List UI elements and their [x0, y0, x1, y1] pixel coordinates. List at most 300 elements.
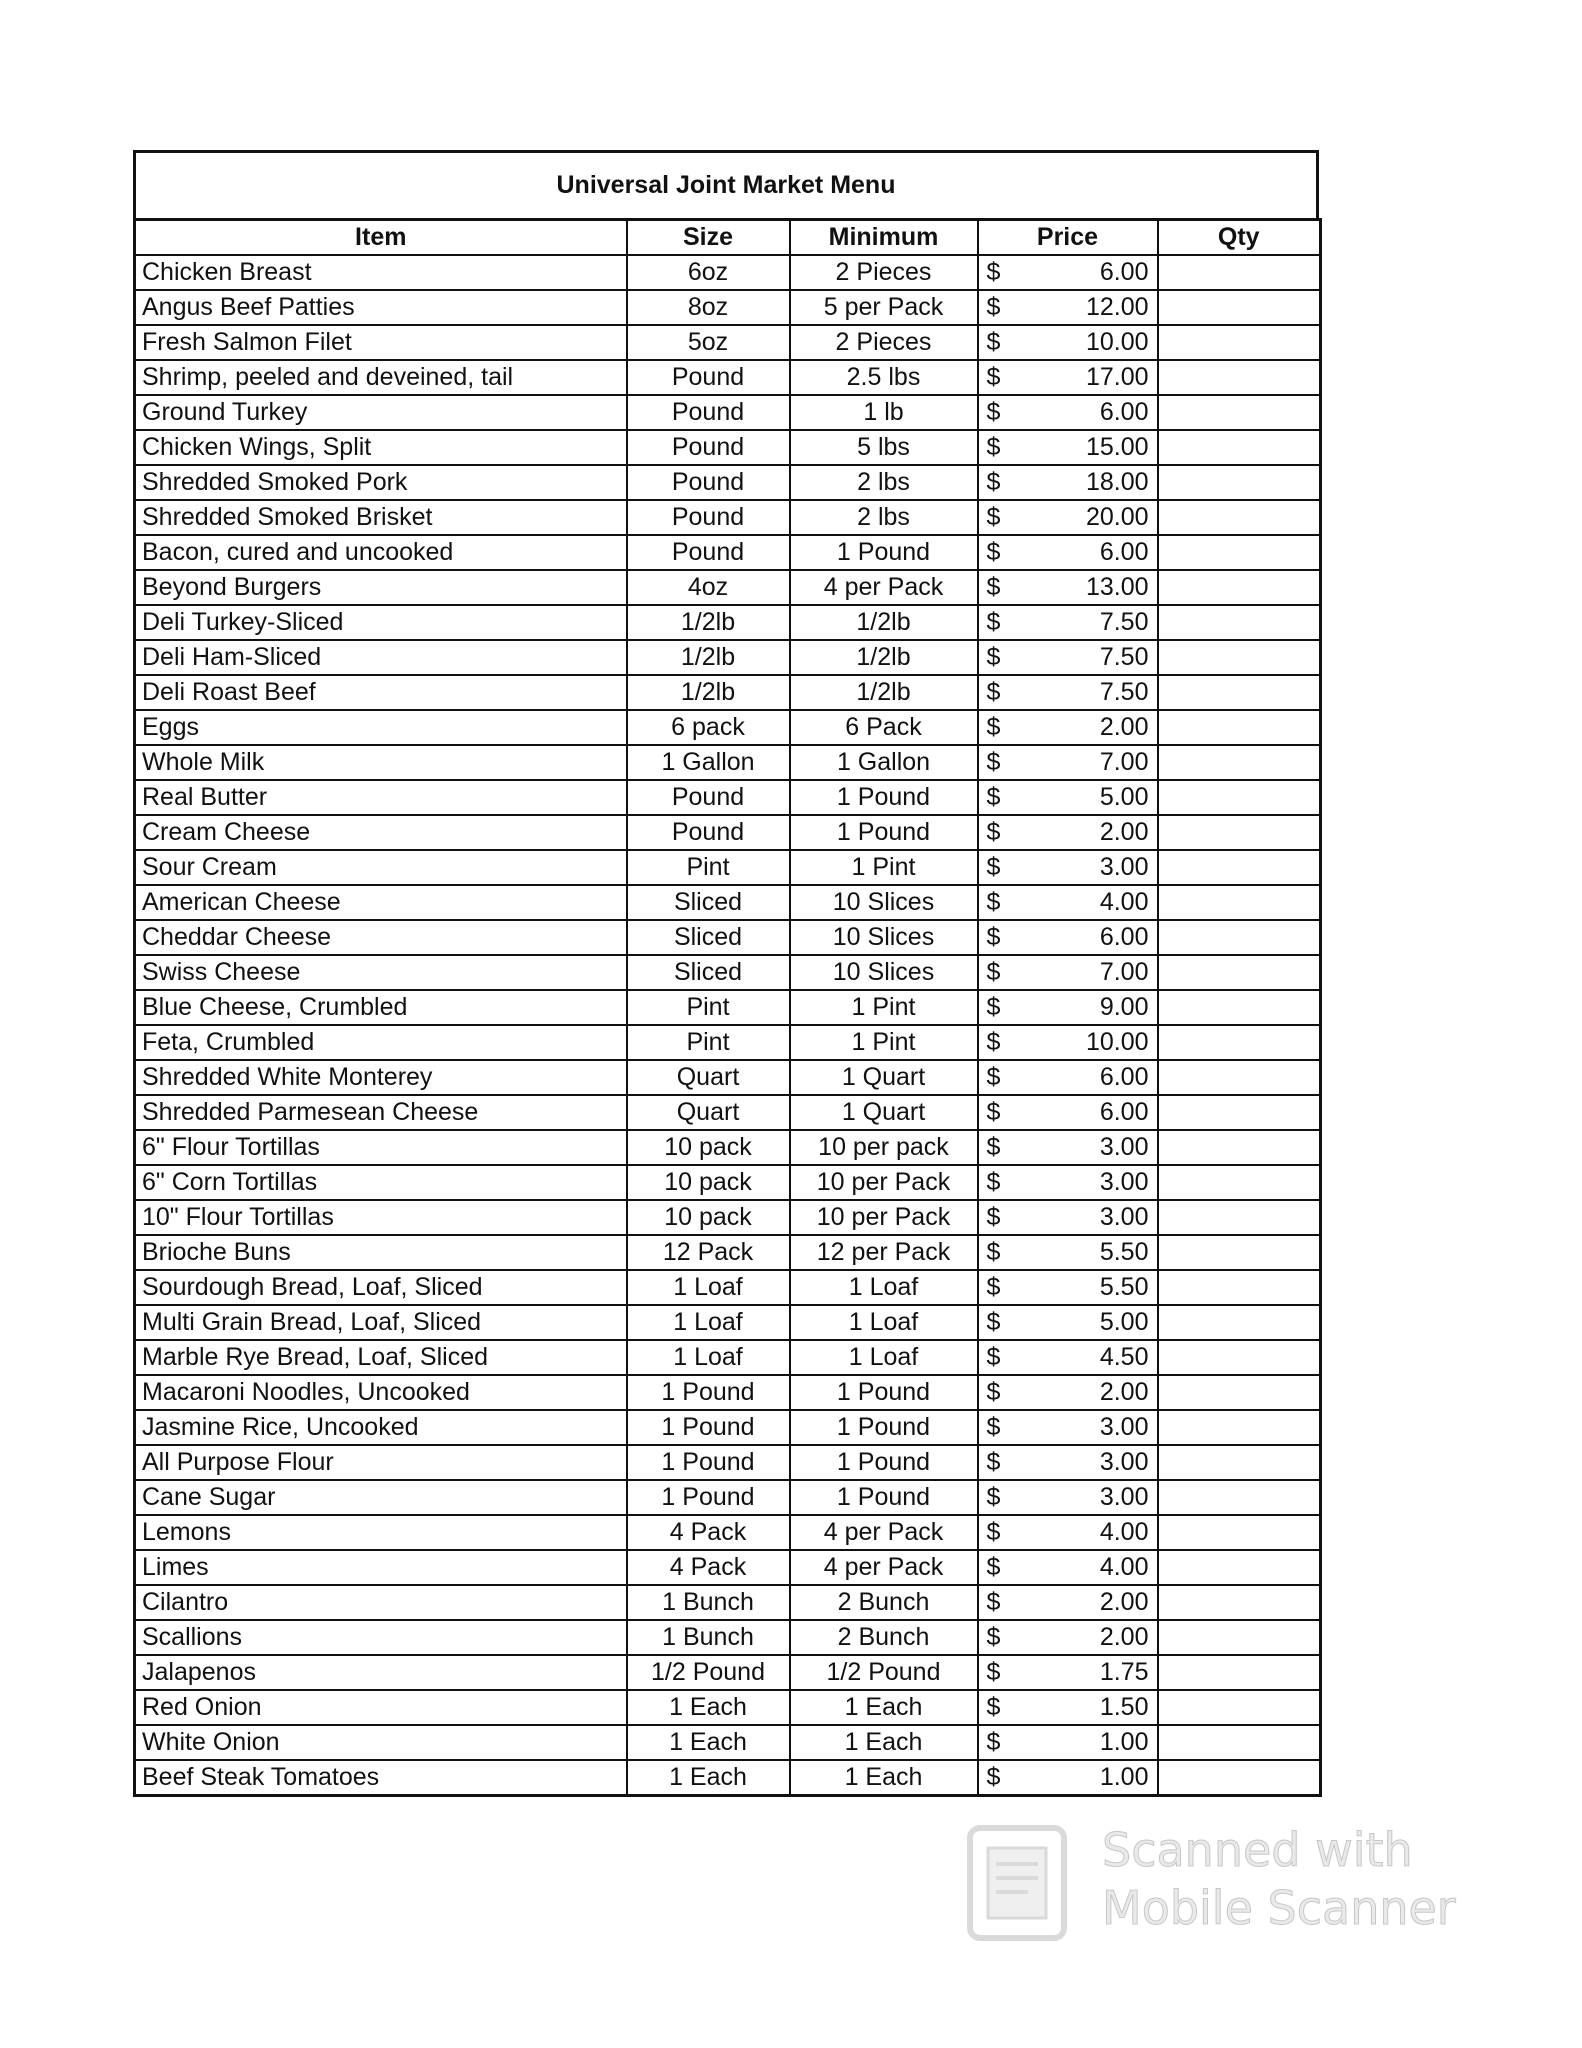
qty-cell[interactable] — [1158, 290, 1321, 325]
price-cell — [978, 780, 1158, 815]
qty-cell[interactable] — [1158, 395, 1321, 430]
size-cell: 1 Pound — [627, 1375, 790, 1410]
qty-cell[interactable] — [1158, 815, 1321, 850]
minimum-cell: 10 Slices — [790, 885, 978, 920]
price-cell — [978, 1515, 1158, 1550]
currency-symbol: $ — [986, 958, 1001, 986]
currency-symbol: $ — [986, 1308, 1001, 1336]
price-cell — [978, 290, 1158, 325]
price-value: 12.00 — [1085, 293, 1149, 321]
price-value: 5.00 — [1099, 1308, 1149, 1336]
table-row — [135, 1235, 1321, 1270]
price-value: 1.00 — [1099, 1728, 1149, 1756]
qty-cell[interactable] — [1158, 1270, 1321, 1305]
price-value: 6.00 — [1099, 1098, 1149, 1126]
price-cell — [978, 1725, 1158, 1760]
table-row — [135, 1410, 1321, 1445]
item-cell: Shredded Smoked Pork — [135, 465, 627, 500]
table-row — [135, 1620, 1321, 1655]
qty-cell[interactable] — [1158, 1200, 1321, 1235]
size-cell: Pound — [627, 780, 790, 815]
table-row — [135, 675, 1321, 710]
currency-symbol: $ — [986, 293, 1001, 321]
price-value: 7.00 — [1099, 748, 1149, 776]
table-row — [135, 395, 1321, 430]
header-size: Size — [627, 220, 790, 256]
qty-cell[interactable] — [1158, 1235, 1321, 1270]
size-cell: 1 Bunch — [627, 1620, 790, 1655]
qty-cell[interactable] — [1158, 1410, 1321, 1445]
size-cell: 1 Pound — [627, 1410, 790, 1445]
minimum-cell: 1 lb — [790, 395, 978, 430]
price-cell — [978, 1480, 1158, 1515]
currency-symbol: $ — [986, 1133, 1001, 1161]
price-cell — [978, 1200, 1158, 1235]
price-value: 7.50 — [1099, 678, 1149, 706]
item-cell: Bacon, cured and uncooked — [135, 535, 627, 570]
qty-cell[interactable] — [1158, 500, 1321, 535]
item-cell: Jalapenos — [135, 1655, 627, 1690]
size-cell: Pound — [627, 465, 790, 500]
item-cell: Marble Rye Bread, Loaf, Sliced — [135, 1340, 627, 1375]
qty-cell[interactable] — [1158, 1690, 1321, 1725]
item-cell: Whole Milk — [135, 745, 627, 780]
minimum-cell: 1/2lb — [790, 605, 978, 640]
item-cell: Deli Turkey-Sliced — [135, 605, 627, 640]
table-row — [135, 1200, 1321, 1235]
menu-title: Universal Joint Market Menu — [133, 150, 1319, 218]
price-cell — [978, 395, 1158, 430]
table-row — [135, 1095, 1321, 1130]
item-cell: Deli Ham-Sliced — [135, 640, 627, 675]
table-row — [135, 1375, 1321, 1410]
currency-symbol: $ — [986, 503, 1001, 531]
minimum-cell: 1 Each — [790, 1690, 978, 1725]
menu-body — [135, 255, 1321, 1796]
price-value: 3.00 — [1099, 1203, 1149, 1231]
price-value: 7.00 — [1099, 958, 1149, 986]
size-cell: 1 Pound — [627, 1445, 790, 1480]
size-cell: Pound — [627, 395, 790, 430]
price-value: 6.00 — [1099, 258, 1149, 286]
item-cell: Jasmine Rice, Uncooked — [135, 1410, 627, 1445]
qty-cell[interactable] — [1158, 675, 1321, 710]
scanner-watermark — [962, 1818, 1482, 1948]
price-value: 3.00 — [1099, 1133, 1149, 1161]
size-cell: Pound — [627, 815, 790, 850]
table-row — [135, 1760, 1321, 1796]
size-cell: Quart — [627, 1095, 790, 1130]
size-cell: Pound — [627, 360, 790, 395]
qty-cell[interactable] — [1158, 1165, 1321, 1200]
currency-symbol: $ — [986, 1343, 1001, 1371]
qty-cell[interactable] — [1158, 430, 1321, 465]
qty-cell[interactable] — [1158, 1515, 1321, 1550]
size-cell: 1/2lb — [627, 675, 790, 710]
currency-symbol: $ — [986, 748, 1001, 776]
item-cell: American Cheese — [135, 885, 627, 920]
size-cell: Sliced — [627, 955, 790, 990]
watermark-line2: Mobile Scanner — [1102, 1881, 1456, 1935]
size-cell: 1 Loaf — [627, 1340, 790, 1375]
qty-cell[interactable] — [1158, 325, 1321, 360]
qty-cell[interactable] — [1158, 1480, 1321, 1515]
currency-symbol: $ — [986, 1518, 1001, 1546]
minimum-cell: 1 Loaf — [790, 1305, 978, 1340]
item-cell: Cilantro — [135, 1585, 627, 1620]
qty-cell[interactable] — [1158, 1620, 1321, 1655]
qty-cell[interactable] — [1158, 1025, 1321, 1060]
currency-symbol: $ — [986, 468, 1001, 496]
currency-symbol: $ — [986, 888, 1001, 916]
qty-cell[interactable] — [1158, 1060, 1321, 1095]
minimum-cell: 1 Pound — [790, 1445, 978, 1480]
price-cell — [978, 1165, 1158, 1200]
price-cell — [978, 920, 1158, 955]
minimum-cell: 1 Loaf — [790, 1340, 978, 1375]
price-cell — [978, 1585, 1158, 1620]
currency-symbol: $ — [986, 1028, 1001, 1056]
table-row — [135, 990, 1321, 1025]
qty-cell[interactable] — [1158, 1725, 1321, 1760]
price-value: 1.00 — [1099, 1763, 1149, 1791]
minimum-cell: 4 per Pack — [790, 1515, 978, 1550]
size-cell: Pint — [627, 1025, 790, 1060]
size-cell: 1/2lb — [627, 605, 790, 640]
price-cell — [978, 990, 1158, 1025]
price-value: 2.00 — [1099, 1588, 1149, 1616]
price-value: 2.00 — [1099, 1623, 1149, 1651]
table-row — [135, 1270, 1321, 1305]
size-cell: 8oz — [627, 290, 790, 325]
menu-table — [133, 218, 1322, 1797]
currency-symbol: $ — [986, 1168, 1001, 1196]
item-cell: Angus Beef Patties — [135, 290, 627, 325]
qty-cell[interactable] — [1158, 1445, 1321, 1480]
minimum-cell: 10 Slices — [790, 955, 978, 990]
currency-symbol: $ — [986, 923, 1001, 951]
item-cell: Deli Roast Beef — [135, 675, 627, 710]
price-cell — [978, 1550, 1158, 1585]
minimum-cell: 1 Quart — [790, 1095, 978, 1130]
price-cell — [978, 1060, 1158, 1095]
price-cell — [978, 710, 1158, 745]
price-value: 13.00 — [1085, 573, 1149, 601]
item-cell: All Purpose Flour — [135, 1445, 627, 1480]
price-value: 10.00 — [1085, 328, 1149, 356]
price-value: 7.50 — [1099, 643, 1149, 671]
price-value: 6.00 — [1099, 923, 1149, 951]
qty-cell[interactable] — [1158, 1585, 1321, 1620]
minimum-cell: 1 Loaf — [790, 1270, 978, 1305]
size-cell: 1 Each — [627, 1690, 790, 1725]
currency-symbol: $ — [986, 643, 1001, 671]
table-row — [135, 570, 1321, 605]
minimum-cell: 1 Pound — [790, 815, 978, 850]
minimum-cell: 4 per Pack — [790, 570, 978, 605]
qty-cell[interactable] — [1158, 640, 1321, 675]
minimum-cell: 2.5 lbs — [790, 360, 978, 395]
qty-cell[interactable] — [1158, 465, 1321, 500]
price-cell — [978, 465, 1158, 500]
size-cell: 1 Bunch — [627, 1585, 790, 1620]
price-value: 3.00 — [1099, 1448, 1149, 1476]
size-cell: Pound — [627, 500, 790, 535]
currency-symbol: $ — [986, 258, 1001, 286]
item-cell: Scallions — [135, 1620, 627, 1655]
minimum-cell: 1 Pint — [790, 990, 978, 1025]
price-cell — [978, 640, 1158, 675]
currency-symbol: $ — [986, 1588, 1001, 1616]
table-row — [135, 745, 1321, 780]
currency-symbol: $ — [986, 573, 1001, 601]
minimum-cell: 1 Each — [790, 1760, 978, 1796]
qty-cell[interactable] — [1158, 1130, 1321, 1165]
qty-cell[interactable] — [1158, 605, 1321, 640]
minimum-cell: 6 Pack — [790, 710, 978, 745]
minimum-cell: 1 Pound — [790, 1410, 978, 1445]
minimum-cell: 2 Pieces — [790, 255, 978, 290]
price-cell — [978, 430, 1158, 465]
currency-symbol: $ — [986, 1238, 1001, 1266]
minimum-cell: 1 Pound — [790, 1480, 978, 1515]
minimum-cell: 12 per Pack — [790, 1235, 978, 1270]
price-cell — [978, 570, 1158, 605]
qty-cell[interactable] — [1158, 570, 1321, 605]
table-row — [135, 1445, 1321, 1480]
table-row — [135, 1165, 1321, 1200]
price-value: 7.50 — [1099, 608, 1149, 636]
table-row — [135, 850, 1321, 885]
price-value: 9.00 — [1099, 993, 1149, 1021]
currency-symbol: $ — [986, 1693, 1001, 1721]
price-value: 6.00 — [1099, 538, 1149, 566]
header-row — [135, 220, 1321, 256]
header-qty: Qty — [1158, 220, 1321, 256]
item-cell: Ground Turkey — [135, 395, 627, 430]
currency-symbol: $ — [986, 1273, 1001, 1301]
size-cell: 4 Pack — [627, 1550, 790, 1585]
price-value: 6.00 — [1099, 1063, 1149, 1091]
price-cell — [978, 360, 1158, 395]
price-cell — [978, 1095, 1158, 1130]
qty-cell[interactable] — [1158, 1550, 1321, 1585]
qty-cell[interactable] — [1158, 360, 1321, 395]
qty-cell[interactable] — [1158, 920, 1321, 955]
price-value: 5.00 — [1099, 783, 1149, 811]
currency-symbol: $ — [986, 1728, 1001, 1756]
qty-cell[interactable] — [1158, 1375, 1321, 1410]
size-cell: Pint — [627, 990, 790, 1025]
qty-cell[interactable] — [1158, 1305, 1321, 1340]
qty-cell[interactable] — [1158, 745, 1321, 780]
qty-cell[interactable] — [1158, 255, 1321, 290]
item-cell: Chicken Breast — [135, 255, 627, 290]
phone-scanner-icon — [962, 1824, 1072, 1942]
price-value: 10.00 — [1085, 1028, 1149, 1056]
minimum-cell: 1 Pint — [790, 1025, 978, 1060]
price-cell — [978, 1270, 1158, 1305]
price-cell — [978, 1235, 1158, 1270]
qty-cell[interactable] — [1158, 1760, 1321, 1796]
size-cell: 5oz — [627, 325, 790, 360]
item-cell: Shredded Smoked Brisket — [135, 500, 627, 535]
price-cell — [978, 325, 1158, 360]
table-row — [135, 430, 1321, 465]
header-item: Item — [135, 220, 627, 256]
size-cell: Sliced — [627, 885, 790, 920]
currency-symbol: $ — [986, 538, 1001, 566]
table-row — [135, 710, 1321, 745]
header-price: Price — [978, 220, 1158, 256]
table-row — [135, 920, 1321, 955]
price-value: 1.50 — [1099, 1693, 1149, 1721]
minimum-cell: 1 Pound — [790, 780, 978, 815]
price-value: 4.00 — [1099, 888, 1149, 916]
qty-cell[interactable] — [1158, 850, 1321, 885]
qty-cell[interactable] — [1158, 535, 1321, 570]
minimum-cell: 5 per Pack — [790, 290, 978, 325]
price-value: 5.50 — [1099, 1273, 1149, 1301]
minimum-cell: 1 Quart — [790, 1060, 978, 1095]
table-row — [135, 815, 1321, 850]
price-cell — [978, 745, 1158, 780]
price-cell — [978, 605, 1158, 640]
currency-symbol: $ — [986, 328, 1001, 356]
item-cell: Beyond Burgers — [135, 570, 627, 605]
table-row — [135, 1060, 1321, 1095]
currency-symbol: $ — [986, 818, 1001, 846]
table-row — [135, 955, 1321, 990]
minimum-cell: 5 lbs — [790, 430, 978, 465]
price-value: 2.00 — [1099, 818, 1149, 846]
currency-symbol: $ — [986, 1763, 1001, 1791]
price-cell — [978, 1340, 1158, 1375]
size-cell: Pound — [627, 430, 790, 465]
table-row — [135, 535, 1321, 570]
currency-symbol: $ — [986, 783, 1001, 811]
size-cell: Sliced — [627, 920, 790, 955]
table-row — [135, 1655, 1321, 1690]
item-cell: Chicken Wings, Split — [135, 430, 627, 465]
currency-symbol: $ — [986, 678, 1001, 706]
table-row — [135, 1305, 1321, 1340]
currency-symbol: $ — [986, 853, 1001, 881]
size-cell: 4oz — [627, 570, 790, 605]
item-cell: Fresh Salmon Filet — [135, 325, 627, 360]
item-cell: Feta, Crumbled — [135, 1025, 627, 1060]
price-cell — [978, 1690, 1158, 1725]
price-value: 15.00 — [1085, 433, 1149, 461]
menu-sheet — [133, 150, 1319, 1797]
table-row — [135, 1480, 1321, 1515]
price-cell — [978, 535, 1158, 570]
minimum-cell: 2 lbs — [790, 500, 978, 535]
item-cell: Shredded Parmesean Cheese — [135, 1095, 627, 1130]
table-row — [135, 605, 1321, 640]
price-value: 3.00 — [1099, 853, 1149, 881]
table-row — [135, 255, 1321, 290]
price-value: 4.50 — [1099, 1343, 1149, 1371]
table-row — [135, 360, 1321, 395]
watermark-line1: Scanned with — [1102, 1823, 1413, 1877]
item-cell: 6" Corn Tortillas — [135, 1165, 627, 1200]
qty-cell[interactable] — [1158, 780, 1321, 815]
item-cell: Shredded White Monterey — [135, 1060, 627, 1095]
qty-cell[interactable] — [1158, 710, 1321, 745]
item-cell: Cream Cheese — [135, 815, 627, 850]
price-cell — [978, 815, 1158, 850]
price-cell — [978, 850, 1158, 885]
table-row — [135, 1690, 1321, 1725]
price-cell — [978, 1655, 1158, 1690]
price-value: 2.00 — [1099, 1378, 1149, 1406]
size-cell: 12 Pack — [627, 1235, 790, 1270]
size-cell: 10 pack — [627, 1165, 790, 1200]
price-cell — [978, 255, 1158, 290]
price-value: 17.00 — [1085, 363, 1149, 391]
item-cell: Eggs — [135, 710, 627, 745]
minimum-cell: 1 Pint — [790, 850, 978, 885]
currency-symbol: $ — [986, 1623, 1001, 1651]
price-cell — [978, 1410, 1158, 1445]
price-value: 2.00 — [1099, 713, 1149, 741]
price-cell — [978, 1445, 1158, 1480]
currency-symbol: $ — [986, 1378, 1001, 1406]
currency-symbol: $ — [986, 1448, 1001, 1476]
price-cell — [978, 1760, 1158, 1796]
table-row — [135, 1515, 1321, 1550]
qty-cell[interactable] — [1158, 990, 1321, 1025]
size-cell: 1 Pound — [627, 1480, 790, 1515]
price-cell — [978, 885, 1158, 920]
qty-cell[interactable] — [1158, 1655, 1321, 1690]
currency-symbol: $ — [986, 1413, 1001, 1441]
minimum-cell: 1/2 Pound — [790, 1655, 978, 1690]
item-cell: Multi Grain Bread, Loaf, Sliced — [135, 1305, 627, 1340]
price-value: 3.00 — [1099, 1483, 1149, 1511]
qty-cell[interactable] — [1158, 1340, 1321, 1375]
qty-cell[interactable] — [1158, 885, 1321, 920]
item-cell: White Onion — [135, 1725, 627, 1760]
minimum-cell: 2 Bunch — [790, 1620, 978, 1655]
item-cell: Shrimp, peeled and deveined, tail — [135, 360, 627, 395]
price-value: 4.00 — [1099, 1518, 1149, 1546]
table-row — [135, 500, 1321, 535]
minimum-cell: 10 per Pack — [790, 1200, 978, 1235]
table-row — [135, 465, 1321, 500]
size-cell: 10 pack — [627, 1200, 790, 1235]
header-minimum: Minimum — [790, 220, 978, 256]
qty-cell[interactable] — [1158, 1095, 1321, 1130]
item-cell: Sour Cream — [135, 850, 627, 885]
size-cell: Pound — [627, 535, 790, 570]
item-cell: Cane Sugar — [135, 1480, 627, 1515]
table-row — [135, 1340, 1321, 1375]
currency-symbol: $ — [986, 1483, 1001, 1511]
minimum-cell: 1/2lb — [790, 640, 978, 675]
size-cell: 1/2 Pound — [627, 1655, 790, 1690]
price-value: 1.75 — [1099, 1658, 1149, 1686]
currency-symbol: $ — [986, 713, 1001, 741]
minimum-cell: 1 Pound — [790, 1375, 978, 1410]
currency-symbol: $ — [986, 1203, 1001, 1231]
item-cell: Swiss Cheese — [135, 955, 627, 990]
qty-cell[interactable] — [1158, 955, 1321, 990]
table-row — [135, 780, 1321, 815]
price-value: 20.00 — [1085, 503, 1149, 531]
size-cell: 6oz — [627, 255, 790, 290]
